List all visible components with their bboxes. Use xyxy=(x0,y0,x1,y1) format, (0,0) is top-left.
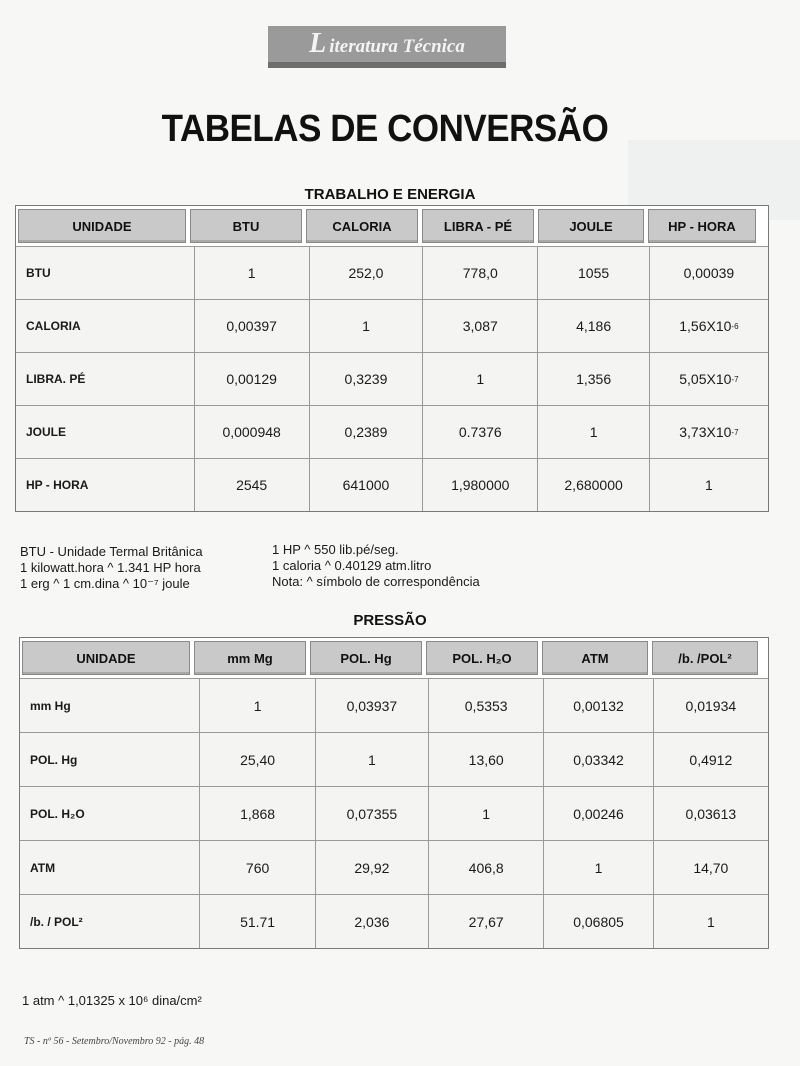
energy-notes-left xyxy=(20,544,203,592)
table-cell xyxy=(422,406,537,458)
table-row xyxy=(20,732,768,786)
table-cell xyxy=(649,353,768,405)
table-cell xyxy=(194,247,309,299)
cell-value: 0,07355 xyxy=(346,805,398,822)
cell-value: 760 xyxy=(245,859,270,876)
row-label: POL. Hg xyxy=(20,733,199,786)
pressure-section-title: PRESSÃO xyxy=(353,612,427,629)
row-label: /b. / POL² xyxy=(20,895,199,948)
table-cell xyxy=(543,679,652,732)
table-cell xyxy=(653,841,768,894)
table-cell xyxy=(309,353,422,405)
cell-value: 1055 xyxy=(578,265,610,281)
table-cell xyxy=(653,787,768,840)
pressure-header-cell: ATM xyxy=(542,641,648,675)
banner-title xyxy=(309,28,465,60)
energy-notes-right xyxy=(272,542,480,590)
energy-note: 1 kilowatt.hora ^ 1.341 HP hora xyxy=(20,560,201,575)
table-cell xyxy=(422,300,537,352)
cell-value: 0,03342 xyxy=(573,751,624,768)
cell-value: 2,036 xyxy=(354,913,390,930)
pressure-conversion-table xyxy=(19,637,769,949)
table-cell xyxy=(543,733,652,786)
energy-note: 1 caloria ^ 0.40129 atm.litro xyxy=(272,558,432,573)
table-cell xyxy=(428,895,543,948)
row-label: JOULE xyxy=(16,406,194,458)
table-cell xyxy=(537,353,648,405)
cell-value: 3,73X10 xyxy=(679,424,732,440)
table-cell xyxy=(315,787,428,840)
table-cell xyxy=(649,459,768,511)
cell-value: 1 xyxy=(594,859,603,876)
table-cell xyxy=(315,679,428,732)
pressure-header-cell: POL. Hg xyxy=(310,641,422,675)
pressure-header-row xyxy=(20,638,768,678)
energy-header-cell: HP - HORA xyxy=(648,209,756,243)
energy-section-title: TRABALHO E ENERGIA xyxy=(304,186,476,203)
table-row xyxy=(16,458,768,511)
table-cell xyxy=(194,300,309,352)
table-cell xyxy=(653,895,768,948)
table-cell xyxy=(199,895,314,948)
table-cell xyxy=(315,733,428,786)
cell-value: 0,5353 xyxy=(464,697,508,714)
cell-value: 0,2389 xyxy=(344,424,388,440)
cell-value: 0,00129 xyxy=(226,371,277,387)
table-cell xyxy=(537,406,648,458)
page-footer: TS - nº 56 - Setembro/Novembro 92 - pág. 48 xyxy=(24,1036,205,1047)
pressure-table-body xyxy=(20,678,768,948)
cell-value: 29,92 xyxy=(354,859,390,876)
cell-value: 2545 xyxy=(236,477,268,493)
energy-header-cell: BTU xyxy=(190,209,302,243)
energy-note: BTU - Unidade Termal Britânica xyxy=(20,544,203,559)
row-label: HP - HORA xyxy=(16,459,194,511)
banner-initial: L xyxy=(309,28,327,59)
energy-note: 1 HP ^ 550 lib.pé/seg. xyxy=(272,542,399,557)
cell-value: 1 xyxy=(367,751,376,768)
table-cell xyxy=(194,353,309,405)
cell-value: 252,0 xyxy=(348,265,384,281)
table-cell xyxy=(309,300,422,352)
cell-value: 1 xyxy=(589,424,598,440)
row-label: ATM xyxy=(20,841,199,894)
table-cell xyxy=(194,459,309,511)
table-cell xyxy=(315,841,428,894)
table-cell xyxy=(537,459,648,511)
cell-value: 0,00132 xyxy=(573,697,624,714)
cell-value: 0,000948 xyxy=(222,424,281,440)
cell-value: 0,00246 xyxy=(573,805,624,822)
pressure-header-cell: POL. H₂O xyxy=(426,641,538,675)
section-banner xyxy=(268,26,506,68)
pressure-header-cell: /b. /POL² xyxy=(652,641,758,675)
table-cell xyxy=(199,841,314,894)
row-label: CALORIA xyxy=(16,300,194,352)
cell-value: 1 xyxy=(482,805,491,822)
cell-value: 51.71 xyxy=(240,913,276,930)
table-cell xyxy=(199,787,314,840)
row-label: mm Hg xyxy=(20,679,199,732)
cell-value: 1,980000 xyxy=(451,477,510,493)
table-row xyxy=(20,894,768,948)
table-cell xyxy=(422,247,537,299)
table-cell xyxy=(315,895,428,948)
pressure-note: 1 atm ^ 1,01325 x 10⁶ dina/cm² xyxy=(22,993,202,1008)
cell-value: 14,70 xyxy=(693,859,729,876)
cell-value: 25,40 xyxy=(240,751,276,768)
energy-table-body xyxy=(16,246,768,511)
table-cell xyxy=(537,247,648,299)
cell-value: 406,8 xyxy=(468,859,504,876)
cell-value: 1 xyxy=(362,318,370,334)
energy-header-row xyxy=(16,206,768,246)
cell-value: 2,680000 xyxy=(564,477,623,493)
cell-value: 0,00039 xyxy=(683,265,735,281)
cell-value: 0,3239 xyxy=(344,371,388,387)
row-label: BTU xyxy=(16,247,194,299)
table-row xyxy=(20,840,768,894)
table-cell xyxy=(653,733,768,786)
row-label: POL. H₂O xyxy=(20,787,199,840)
energy-header-cell: JOULE xyxy=(538,209,644,243)
table-cell xyxy=(309,247,422,299)
energy-note: Nota: ^ símbolo de correspondência xyxy=(272,574,480,589)
table-row xyxy=(16,299,768,352)
cell-value: 3,087 xyxy=(462,318,498,334)
pressure-header-cell: mm Mg xyxy=(194,641,306,675)
cell-value: 0,4912 xyxy=(689,751,733,768)
cell-value: 0,06805 xyxy=(573,913,624,930)
table-cell xyxy=(428,679,543,732)
table-row xyxy=(16,405,768,458)
cell-value: 0,01934 xyxy=(685,697,737,714)
table-cell xyxy=(537,300,648,352)
table-cell xyxy=(309,406,422,458)
cell-value: 641000 xyxy=(342,477,390,493)
energy-header-cell: CALORIA xyxy=(306,209,418,243)
table-cell xyxy=(543,787,652,840)
table-cell xyxy=(422,353,537,405)
cell-value: 13,60 xyxy=(468,751,504,768)
table-cell xyxy=(649,247,768,299)
cell-value: 1 xyxy=(247,265,256,281)
page-title: TABELAS DE CONVERSÃO xyxy=(161,108,609,150)
table-cell xyxy=(653,679,768,732)
cell-value: 4,186 xyxy=(576,318,612,334)
banner-rest: iteratura Técnica xyxy=(329,36,465,57)
table-cell xyxy=(428,841,543,894)
cell-value: 1 xyxy=(476,371,485,387)
cell-value: 5,05X10 xyxy=(679,371,732,387)
cell-value: 1 xyxy=(253,697,262,714)
row-label: LIBRA. PÉ xyxy=(16,353,194,405)
cell-value: 0.7376 xyxy=(458,424,502,440)
cell-value: 778,0 xyxy=(462,265,498,281)
cell-value: 27,67 xyxy=(468,913,504,930)
exponent: -7 xyxy=(731,374,739,384)
table-row xyxy=(20,678,768,732)
cell-value: 0,03937 xyxy=(346,697,398,714)
table-cell xyxy=(543,841,652,894)
energy-conversion-table xyxy=(15,205,769,512)
pressure-header-cell: UNIDADE xyxy=(22,641,190,675)
energy-note: 1 erg ^ 1 cm.dina ^ 10⁻⁷ joule xyxy=(20,576,190,591)
table-cell xyxy=(543,895,652,948)
table-cell xyxy=(194,406,309,458)
energy-header-cell: LIBRA - PÉ xyxy=(422,209,534,243)
cell-value: 1,868 xyxy=(240,805,276,822)
cell-value: 1 xyxy=(706,913,715,930)
table-cell xyxy=(309,459,422,511)
cell-value: 1 xyxy=(705,477,713,493)
table-cell xyxy=(199,733,314,786)
table-row xyxy=(20,786,768,840)
table-row xyxy=(16,352,768,405)
cell-value: 0,00397 xyxy=(226,318,277,334)
cell-value: 0,03613 xyxy=(685,805,737,822)
table-cell xyxy=(199,679,314,732)
table-cell xyxy=(649,300,768,352)
cell-value: 1,56X10 xyxy=(679,318,732,334)
table-cell xyxy=(428,733,543,786)
table-row xyxy=(16,246,768,299)
exponent: -7 xyxy=(731,427,739,437)
cell-value: 1,356 xyxy=(576,371,612,387)
energy-header-cell: UNIDADE xyxy=(18,209,186,243)
table-cell xyxy=(422,459,537,511)
table-cell xyxy=(649,406,768,458)
exponent: -6 xyxy=(731,321,739,331)
table-cell xyxy=(428,787,543,840)
